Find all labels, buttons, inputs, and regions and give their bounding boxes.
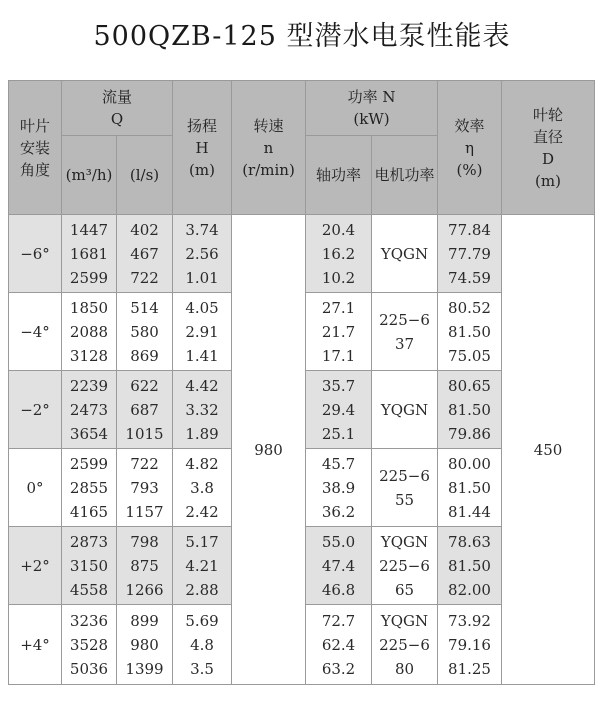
header-shaft-power: 轴功率 xyxy=(306,136,372,215)
shaft-power-cell: 45.7 38.9 36.2 xyxy=(306,449,372,527)
efficiency-cell: 73.92 79.16 81.25 xyxy=(438,605,502,685)
head-cell: 4.42 3.32 1.89 xyxy=(173,371,232,449)
efficiency-cell: 78.63 81.50 82.00 xyxy=(438,527,502,605)
angle-cell: −6° xyxy=(9,215,62,293)
motor-power-cell: YQGN xyxy=(372,215,438,293)
shaft-power-cell: 55.0 47.4 46.8 xyxy=(306,527,372,605)
motor-power-cell: YQGN 225−6 65 xyxy=(372,527,438,605)
header-head: 扬程 H (m) xyxy=(173,81,232,215)
efficiency-cell: 80.52 81.50 75.05 xyxy=(438,293,502,371)
flow-ls-cell: 899 980 1399 xyxy=(117,605,173,685)
head-cell: 3.74 2.56 1.01 xyxy=(173,215,232,293)
table-body xyxy=(9,215,595,685)
shaft-power-cell: 27.1 21.7 17.1 xyxy=(306,293,372,371)
head-cell: 4.82 3.8 2.42 xyxy=(173,449,232,527)
angle-cell: −4° xyxy=(9,293,62,371)
performance-table xyxy=(8,80,595,685)
shaft-power-cell: 20.4 16.2 10.2 xyxy=(306,215,372,293)
flow-ls-cell: 798 875 1266 xyxy=(117,527,173,605)
table-row xyxy=(9,215,595,293)
motor-power-cell: YQGN xyxy=(372,371,438,449)
motor-power-cell: YQGN 225−6 80 xyxy=(372,605,438,685)
flow-ls-cell: 622 687 1015 xyxy=(117,371,173,449)
shaft-power-cell: 35.7 29.4 25.1 xyxy=(306,371,372,449)
flow-m3h-cell: 1850 2088 3128 xyxy=(62,293,117,371)
flow-m3h-cell: 2599 2855 4165 xyxy=(62,449,117,527)
header-power: 功率 N (kW) xyxy=(306,81,438,136)
head-cell: 4.05 2.91 1.41 xyxy=(173,293,232,371)
flow-m3h-cell: 1447 1681 2599 xyxy=(62,215,117,293)
header-angle: 叶片 安装 角度 xyxy=(9,81,62,215)
header-efficiency: 效率 η (%) xyxy=(438,81,502,215)
flow-m3h-cell: 3236 3528 5036 xyxy=(62,605,117,685)
angle-cell: −2° xyxy=(9,371,62,449)
flow-m3h-cell: 2873 3150 4558 xyxy=(62,527,117,605)
impeller-value: 450 xyxy=(502,215,595,685)
efficiency-cell: 80.65 81.50 79.86 xyxy=(438,371,502,449)
efficiency-cell: 77.84 77.79 74.59 xyxy=(438,215,502,293)
header-impeller: 叶轮 直径 D (m) xyxy=(502,81,595,215)
head-cell: 5.69 4.8 3.5 xyxy=(173,605,232,685)
page-title: 500QZB-125 型潜水电泵性能表 xyxy=(93,21,511,52)
angle-cell: +2° xyxy=(9,527,62,605)
angle-cell: +4° xyxy=(9,605,62,685)
flow-m3h-cell: 2239 2473 3654 xyxy=(62,371,117,449)
flow-ls-cell: 514 580 869 xyxy=(117,293,173,371)
flow-ls-cell: 402 467 722 xyxy=(117,215,173,293)
motor-power-cell: 225−6 37 xyxy=(372,293,438,371)
header-motor-power: 电机功率 xyxy=(372,136,438,215)
header-flow-ls: (l/s) xyxy=(117,136,173,215)
header-flow: 流量 Q xyxy=(62,81,173,136)
motor-power-cell: 225−6 55 xyxy=(372,449,438,527)
shaft-power-cell: 72.7 62.4 63.2 xyxy=(306,605,372,685)
header-speed: 转速 n (r/min) xyxy=(232,81,306,215)
angle-cell: 0° xyxy=(9,449,62,527)
header-flow-m3h: (m³/h) xyxy=(62,136,117,215)
flow-ls-cell: 722 793 1157 xyxy=(117,449,173,527)
efficiency-cell: 80.00 81.50 81.44 xyxy=(438,449,502,527)
head-cell: 5.17 4.21 2.88 xyxy=(173,527,232,605)
speed-value: 980 xyxy=(232,215,306,685)
